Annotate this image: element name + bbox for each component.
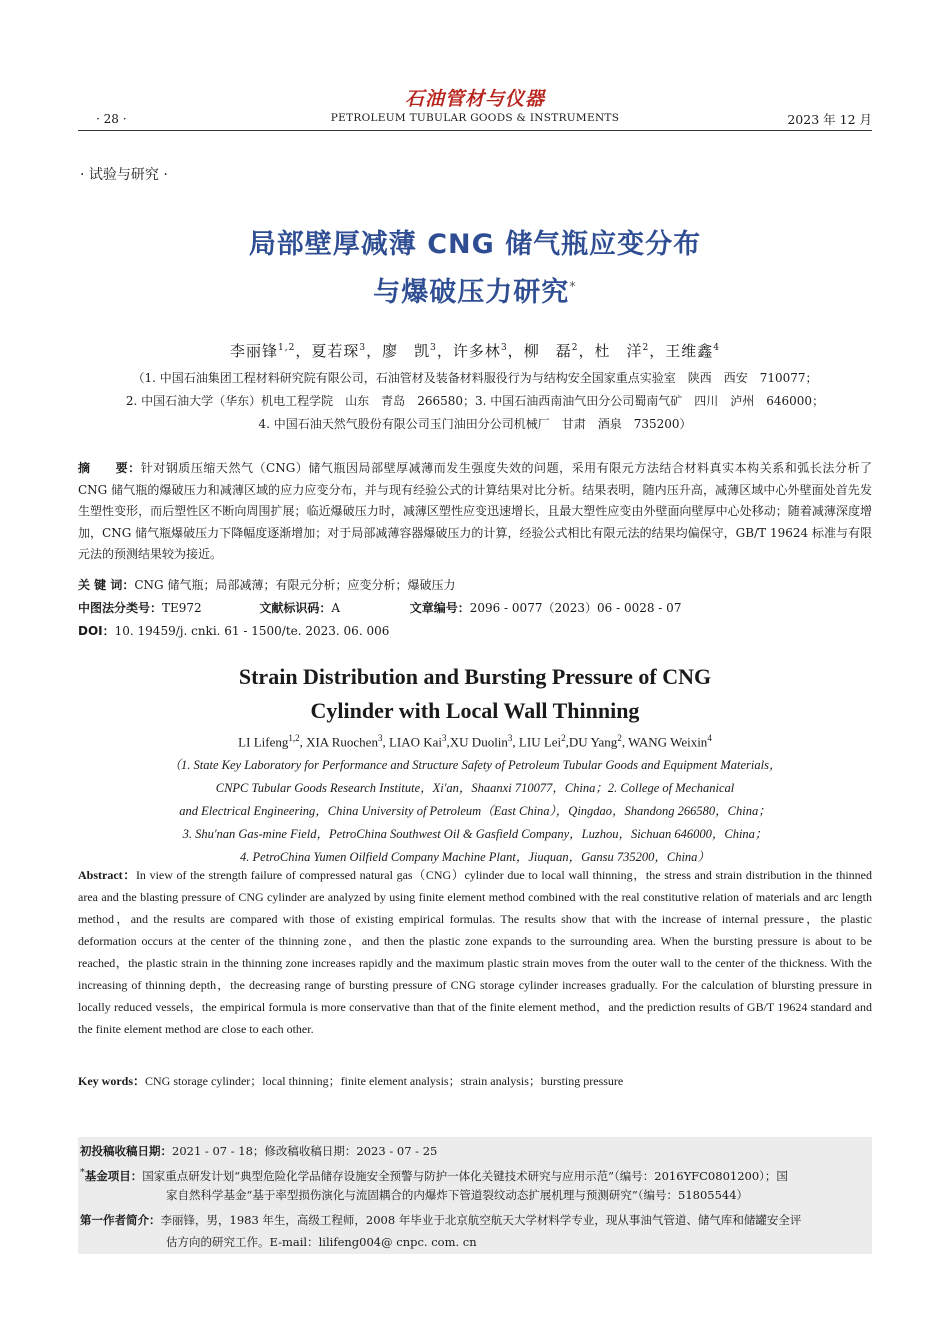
clc-value: TE972: [162, 601, 202, 615]
affiliation-cn-line: （1. 中国石油集团工程材料研究院有限公司，石油管材及装备材料服役行为与结构安全国家重点实验室 陕西 西安 710077；: [132, 371, 818, 385]
clc-label: 中图法分类号：: [78, 601, 163, 615]
affiliation-en-line: （1. State Key Laboratory for Performance and Structure Safety of Petroleum Tubular Goods and Equipment Materials，: [168, 758, 782, 772]
journal-logo: 石油管材与仪器: [404, 88, 545, 110]
author-en-sup: 2: [561, 733, 566, 743]
author-cn: 柳 磊: [523, 342, 572, 360]
affiliation-en-line: 3. Shu'nan Gas-mine Field，PetroChina Southwest Oil & Gasfield Company，Luzhou，Sichuan 646000，China；: [182, 827, 768, 841]
author-cn: 夏若琛: [311, 342, 360, 360]
affiliation-en-line: 4. PetroChina Yumen Oilfield Company Machine Plant，Jiuquan，Gansu 735200，China）: [240, 850, 710, 864]
affiliation-en-line: and Electrical Engineering，China University of Petroleum（East China），Qingdao，Shandong 266580，China；: [179, 804, 771, 818]
doi-value: 10. 19459/j. cnki. 61 - 1500/te. 2023. 06. 006: [114, 624, 390, 638]
fund-mark: *: [80, 1167, 85, 1178]
article-no-label: 文章编号：: [409, 601, 470, 615]
author-cn-sup: 2: [571, 343, 579, 353]
author-cn-sup: 2: [642, 343, 650, 353]
page-number: · 28 ·: [96, 112, 127, 126]
abstract-cn: [78, 458, 872, 566]
title-cn-line2-wrap: [0, 270, 950, 309]
author-cn: 李丽锋: [230, 342, 279, 360]
keywords-en: [78, 1070, 872, 1092]
doc-code-value: A: [331, 601, 341, 615]
section-label: · 试验与研究 ·: [80, 167, 168, 183]
abstract-cn-label: 摘 要：: [78, 461, 141, 475]
author-cn-sup: 3: [359, 343, 367, 353]
author-bio-line2: 估方向的研究工作。E-mail：lilifeng004@ cnpc. com. cn: [166, 1235, 477, 1249]
fund-label: 基金项目：: [84, 1168, 143, 1183]
affiliation-cn-line: 2. 中国石油大学（华东）机电工程学院 山东 青岛 266580；3. 中国石油西南油气田分公司蜀南气矿 四川 泸州 646000；: [125, 394, 825, 408]
abstract-en-label: Abstract：: [78, 868, 136, 882]
author-cn: 许多林: [452, 342, 501, 360]
affiliation-en-line: CNPC Tubular Goods Research Institute，Xi'an，Shaanxi 710077，China；2. College of Mechanical: [215, 781, 735, 795]
author-en-sup: 3: [507, 733, 513, 743]
abstract-en: [78, 864, 872, 1040]
title-en-line2: Cylinder with Local Wall Thinning: [310, 698, 640, 723]
title-cn-line1: 局部壁厚减薄 CNG 储气瓶应变分布: [248, 229, 702, 260]
journal-name: PETROLEUM TUBULAR GOODS & INSTRUMENTS: [330, 112, 620, 124]
doi-label: DOI：: [78, 624, 115, 638]
keywords-cn: [78, 575, 872, 597]
fund-line2: 家自然科学基金“基于率型损伤演化与流固耦合的内爆炸下管道裂纹动态扩展机理与预测研究”（编号：51805544）: [166, 1188, 749, 1202]
author-cn-sup: 3: [430, 343, 437, 353]
authors-cn: 李丽锋$^{1,2}$，夏若琛$^3$，廖 凯$^3$，许多林$^3$，柳 磊$^2$，杜 洋$^2$，王维鑫$^4$: [230, 342, 720, 360]
author-en-sup: 1,2: [288, 733, 300, 743]
author-en: DU Yang: [568, 734, 618, 750]
doc-code-label: 文献标识码：: [259, 601, 332, 615]
author-en: LIAO Kai: [388, 734, 443, 750]
author-cn-sup: 3: [500, 343, 508, 353]
author-en: LIU Lei: [518, 734, 562, 750]
author-en: XU Duolin: [449, 734, 508, 750]
author-cn-sup: 1,2: [278, 343, 296, 353]
abstract-en-text: In view of the strength failure of compressed natural gas（CNG）cylinder due to local wall thinning，the stress and strain distribution in the thinned area and the blasting pressure of CNG cylinder are analyzed by using finite element method combined with the real constitutive relation of materials and arc length method，and the results are compared with those of existing empirical formulas. The results show that with the increase of internal pressure，the plastic deformation occurs at the center of the thinning zone，and then the plastic zone expands to the surrounding area. When the bursting pressure is about to be reached，the plastic strain in the thinning zone increases rapidly and the maximum plastic strain moves from the outer wall to the center of the thickness. With the increasing of thinning depth，the decreasing range of bursting pressure of CNG storage cylinder increases gradually. For the calculation of blursting pressure in locally reduced vessels，the empirical formula is more conservative than that of the finite element method，and the prediction results of GB/T 19624 standard and the finite element method are close to each other.: [78, 868, 873, 1036]
author-en: LI Lifeng: [238, 734, 289, 750]
author-bio-label: 第一作者简介：: [80, 1213, 161, 1227]
author-cn: 王维鑫: [665, 342, 714, 360]
author-cn: 廖 凯: [382, 342, 431, 360]
article-no-value: 2096 - 0077（2023）06 - 0028 - 07: [469, 601, 682, 615]
title-cn-line2: 与爆破压力研究: [373, 277, 570, 308]
author-bio-line1: 李丽锋，男，1983 年生，高级工程师，2008 年毕业于北京航空航天大学材料学专业，现从事油气管道、储气库和储罐安全评: [160, 1213, 802, 1227]
classification-row: [78, 598, 872, 620]
affiliation-cn-line: 4. 中国石油天然气股份有限公司玉门油田分公司机械厂 甘肃 酒泉 735200）: [258, 417, 692, 431]
title-en-line1: Strain Distribution and Bursting Pressure of CNG: [238, 664, 712, 689]
keywords-cn-text: CNG 储气瓶；局部减薄；有限元分析；应变分析；爆破压力: [134, 578, 456, 592]
keywords-en-text: CNG storage cylinder；local thinning；finite element analysis；strain analysis；bursting pressure: [145, 1074, 624, 1088]
author-en: XIA Ruochen: [306, 734, 378, 750]
header-rule: [78, 130, 872, 131]
abstract-cn-text: 针对钢质压缩天然气（CNG）储气瓶因局部壁厚减薄而发生强度失效的问题，采用有限元方法结合材料真实本构关系和弧长法分析了 CNG 储气瓶的爆破压力和减薄区域的应力应变分布，并与现有经验公式的计算结果对比分析。结果表明，随内压升高，减薄区域中心外壁面处首先发生塑性变形，而后塑性区不断向周围扩展；临近爆破压力时，减薄区塑性应变迅速增长，且最大塑性应变由外壁面向壁厚中心处移动；随着减薄深度增加，CNG 储气瓶爆破压力下降幅度逐渐增加；对于局部减薄容器爆破压力的计算，经验公式相比有限元法的结果均偏保守，GB/T 19624 标准与有限元法的预测结果较为接近。: [78, 461, 872, 561]
footnote-author: [80, 1209, 870, 1231]
doi-row: [78, 621, 872, 643]
author-cn: 杜 洋: [594, 342, 643, 360]
fund-line1: 国家重点研发计划“典型危险化学品储存设施安全预警与防护一体化关键技术研究与应用示范”（编号：2016YFC0801200）；国: [142, 1168, 788, 1183]
author-en-sup: 3: [377, 733, 383, 743]
footnote-dates: [80, 1140, 870, 1162]
keywords-cn-label: 关 键 词：: [78, 578, 135, 592]
dates-value: 2021 - 07 - 18；修改稿收稿日期：2023 - 07 - 25: [172, 1144, 438, 1158]
authors-en: LI Lifeng$^{1,2}$, XIA Ruochen$^3$, LIAO Kai$^3$,XU Duolin$^3$, LIU Lei$^2$,DU Yang$^2$, WANG Weixin$^4$: [238, 733, 712, 750]
title-footnote-mark: *: [569, 280, 577, 295]
author-en-sup: 3: [442, 733, 447, 743]
author-en-sup: 2: [617, 733, 622, 743]
author-cn-sup: 4: [713, 343, 720, 353]
dates-label: 初投稿收稿日期：: [80, 1144, 172, 1158]
author-en-sup: 4: [707, 733, 712, 743]
author-en: WANG Weixin: [628, 734, 708, 750]
keywords-en-label: Key words：: [78, 1074, 145, 1088]
issue-date: 2023 年 12 月: [787, 112, 872, 127]
